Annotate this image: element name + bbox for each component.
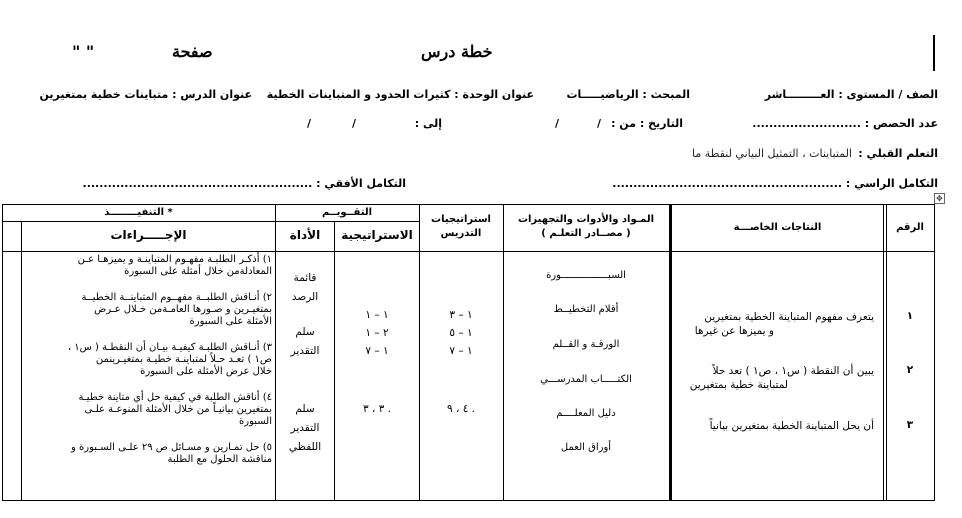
eval-tool: الرصد (291, 291, 319, 303)
table-border (2, 221, 419, 222)
outcome-text: يتعرف مفهوم المتباينة الخطية بمتغيرين (704, 311, 874, 323)
procedure-line: بمتغيرين بيانيـاً من خلال الأمثلة المنوعـة علـى (84, 404, 272, 415)
procedure-line: خلال عرض الأمثلة على السبورة (140, 366, 272, 377)
col-header-teaching-sub: التدريس (440, 228, 482, 239)
table-border (21, 221, 22, 500)
eval-tool: التقدير (290, 345, 320, 357)
material-item: السبــــــــــــــــورة (546, 270, 626, 281)
page-label: صفحة (172, 42, 213, 61)
outcome-text: أن يحل المتباينة الخطية بمتغيرين بيانياً (709, 420, 874, 432)
outcome-text: لمتباينة خطية بمتغيرين (689, 379, 788, 391)
table-border (2, 500, 935, 501)
table-move-handle[interactable]: ✥ (934, 193, 945, 204)
procedure-line: ٣) أنـاقش الطلبـة كيفيـة بيـان أن النقطـة ( س١ ، (67, 342, 272, 353)
procedure-line: الأمثلة على السبورة (189, 316, 272, 327)
eval-strategy: ١ – ٧ (365, 345, 389, 357)
col-header-materials-sub: ( مصــادر التعلـم ) (541, 228, 631, 239)
teaching-strategy: ٤ ، ٩ . (446, 403, 476, 415)
procedure-line: ٤) أناقش الطلبة في كيفية حل أي متاينة خطيـة (78, 392, 272, 403)
row-number: ١ (906, 310, 914, 322)
outcome-text: يبين أن النقطة ( س١ ، ص١ ) تعد حلاً (712, 365, 874, 377)
eval-strategy: ٣ ، ٣ . (362, 403, 392, 415)
procedure-line: ٥) حل تمـارين و مسـائل ص ٢٩ علـى السـبورة و (71, 442, 272, 453)
teaching-strategy: ١ – ٥ (449, 327, 473, 339)
procedure-line: بمتغيـرين و صـورها العامـةمن خـلال عـرض (94, 304, 272, 315)
col-header-eval-strategy: الاستراتيجية (341, 228, 413, 242)
table-border (2, 251, 935, 252)
procedure-line: ١) أذكـر الطلبـة مفهـوم المتباينـة و يميزهـا عـن (77, 254, 272, 265)
subject-field: المبحث : الرياضيـــــات (566, 88, 690, 101)
horizontal-integration: التكامل الأفقي : ....................................................... (82, 177, 406, 190)
procedure-line: السبورة (239, 416, 272, 427)
col-header-materials: المـواد والأدوات والتجهيزات (517, 214, 655, 225)
eval-tool: قائمة (293, 272, 317, 284)
procedure-line: المعادلةمن خلال أمثلة على السبورة (124, 266, 272, 277)
col-header-execution: التنفيــــــــذ * (104, 207, 173, 218)
eval-tool: التقدير (290, 422, 320, 434)
page-title: خطة درس (421, 42, 493, 61)
table-border (669, 204, 672, 500)
periods-field: عدد الحصص : .......................... (752, 117, 938, 130)
outcome-text: و يميزها عن غيرها (694, 325, 774, 337)
text-cursor (933, 35, 935, 71)
lesson-field: عنوان الدرس : متباينات خطية بمتغيرين (39, 88, 252, 101)
date-to-label: إلى : (414, 117, 442, 130)
table-border (2, 204, 3, 500)
material-item: دليل المعلــــم (556, 408, 616, 419)
material-item: أوراق العمل (560, 442, 612, 453)
date-slash: / (597, 117, 602, 130)
col-header-eval-tool: الأداة (289, 228, 321, 242)
col-header-procedures: الإجـــــراءات (110, 228, 187, 242)
teaching-strategy: ١ – ٣ (449, 309, 473, 321)
prior-learning-text: المتباينات ، التمثيل البياني لنقطة ما (692, 147, 852, 160)
unit-field: عنوان الوحدة : كثيرات الحدود و المتباينات الخطية (266, 88, 534, 101)
table-border (886, 204, 887, 500)
page-number-field[interactable]: " " (72, 42, 95, 61)
date-slash: / (352, 117, 357, 130)
procedure-line: مناقشة الحلول مع الطلبة (167, 454, 272, 465)
date-slash: / (555, 117, 560, 130)
table-border (334, 221, 335, 500)
procedure-line: ٢) أنـاقش الطلبــة مفهــوم المتباينــة الخطيــة (81, 292, 272, 303)
table-border (934, 204, 935, 500)
col-header-evaluation: التقــويــم (322, 207, 372, 218)
procedure-line: ص١ ) تعـد حـلاً لمتباينـة خطيـة بمتغيـرينمن (95, 354, 272, 365)
table-border (883, 204, 884, 500)
date-from-label: التاريخ : من : (611, 117, 683, 130)
table-border (503, 204, 504, 500)
date-slash: / (307, 117, 312, 130)
eval-strategy: ١ – ١ (365, 309, 389, 321)
material-item: أقلام التخطيــط (553, 304, 619, 315)
vertical-integration: التكامل الراسي : ....................................................... (612, 177, 938, 190)
prior-learning-label: التعلم القبلي : (858, 147, 938, 160)
table-border (2, 204, 935, 205)
grade-field: الصف / المستوى : العـــــــــاشر (764, 88, 938, 101)
material-item: الكتـــــاب المدرســـي (540, 374, 632, 385)
row-number: ٢ (906, 364, 914, 376)
eval-tool: سلم (295, 326, 315, 338)
col-header-outcomes: النتاجات الخاصـــة (733, 222, 822, 233)
col-header-teaching: استراتيجيات (431, 214, 491, 225)
eval-tool: اللفظي (288, 441, 322, 453)
eval-tool: سلم (295, 403, 315, 415)
row-number: ٣ (906, 419, 914, 431)
material-item: الورقـة و القــلم (552, 339, 620, 350)
teaching-strategy: ١ – ٧ (449, 345, 473, 357)
eval-strategy: ٢ – ١ (365, 327, 389, 339)
col-header-number: الرقم (896, 222, 924, 233)
